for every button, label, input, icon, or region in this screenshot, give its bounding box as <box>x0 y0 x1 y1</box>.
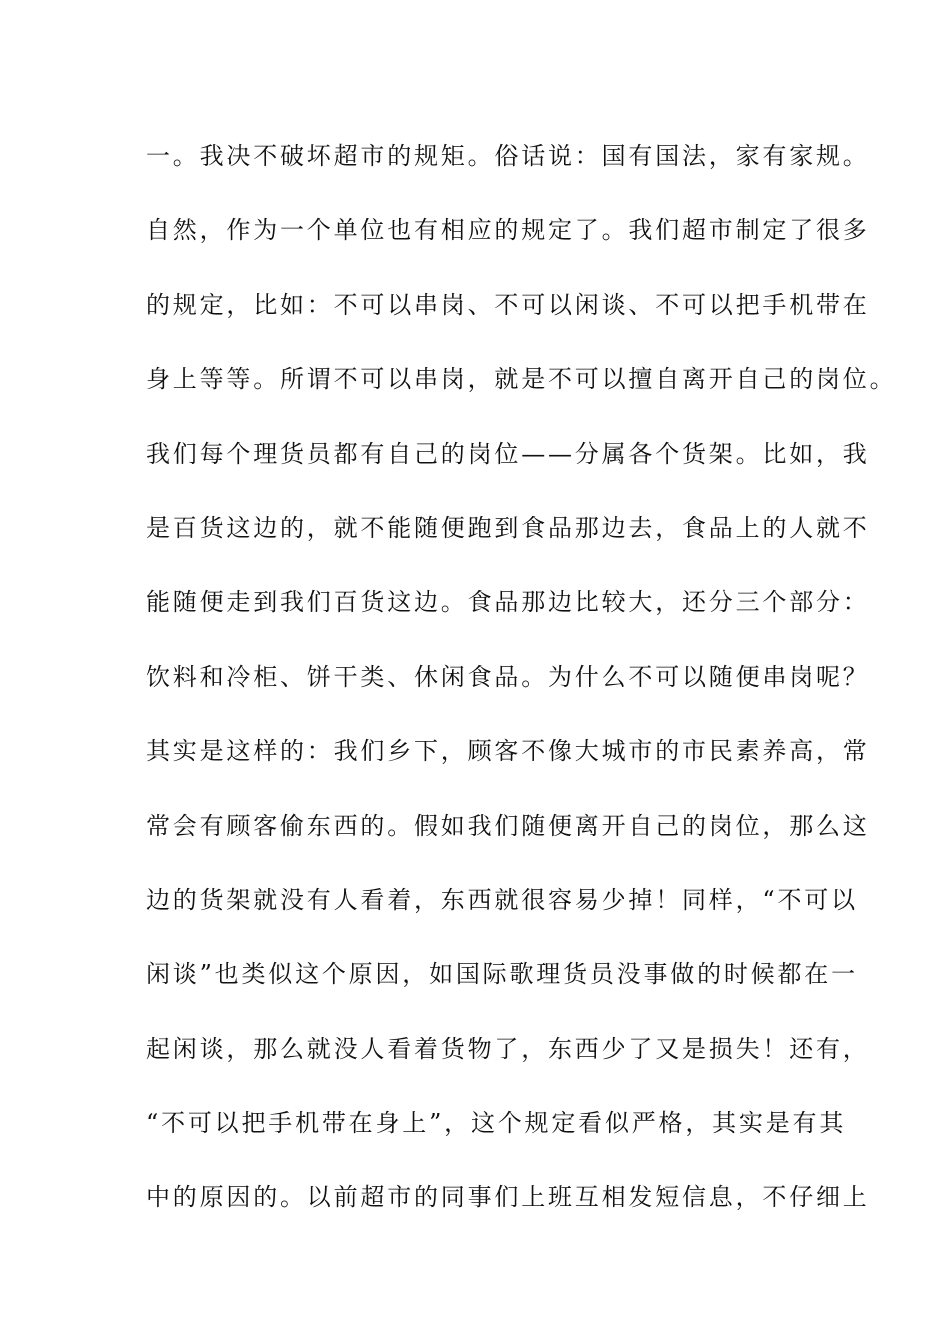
text-line-1: 一。我决不破坏超市的规矩。俗话说：国有国法，家有家规。 <box>146 142 870 170</box>
text-line-14: “不可以把手机带在身上”，这个规定看似严格，其实是有其 <box>146 1109 847 1138</box>
text-line-8: 饮料和冷柜、饼干类、休闲食品。为什么不可以随便串岗呢？ <box>146 662 870 691</box>
text-line-13: 起闲谈，那么就没人看着货物了，东西少了又是损失！还有， <box>146 1034 870 1063</box>
body-text <box>146 132 897 1248</box>
text-line-9: 其实是这样的：我们乡下，顾客不像大城市的市民素养高，常 <box>146 737 870 766</box>
text-line-3: 的规定，比如：不可以串岗、不可以闲谈、不可以把手机带在 <box>146 290 870 319</box>
text-line-6: 是百货这边的，就不能随便跑到食品那边去，食品上的人就不 <box>146 513 870 542</box>
text-line-2: 自然，作为一个单位也有相应的规定了。我们超市制定了很多 <box>146 216 870 245</box>
text-line-10: 常会有顾客偷东西的。假如我们随便离开自己的岗位，那么这 <box>146 811 870 840</box>
text-line-11: 边的货架就没有人看着，东西就很容易少掉！同样，“不可以 <box>146 885 858 914</box>
text-line-4: 身上等等。所谓不可以串岗，就是不可以擅自离开自己的岗位。 <box>146 365 897 394</box>
text-line-15: 中的原因的。以前超市的同事们上班互相发短信息，不仔细上 <box>146 1183 870 1212</box>
text-line-5: 我们每个理货员都有自己的岗位——分属各个货架。比如，我 <box>146 439 870 468</box>
text-line-7: 能随便走到我们百货这边。食品那边比较大，还分三个部分： <box>146 588 870 617</box>
text-line-12: 闲谈”也类似这个原因，如国际歌理货员没事做的时候都在一 <box>146 960 858 989</box>
